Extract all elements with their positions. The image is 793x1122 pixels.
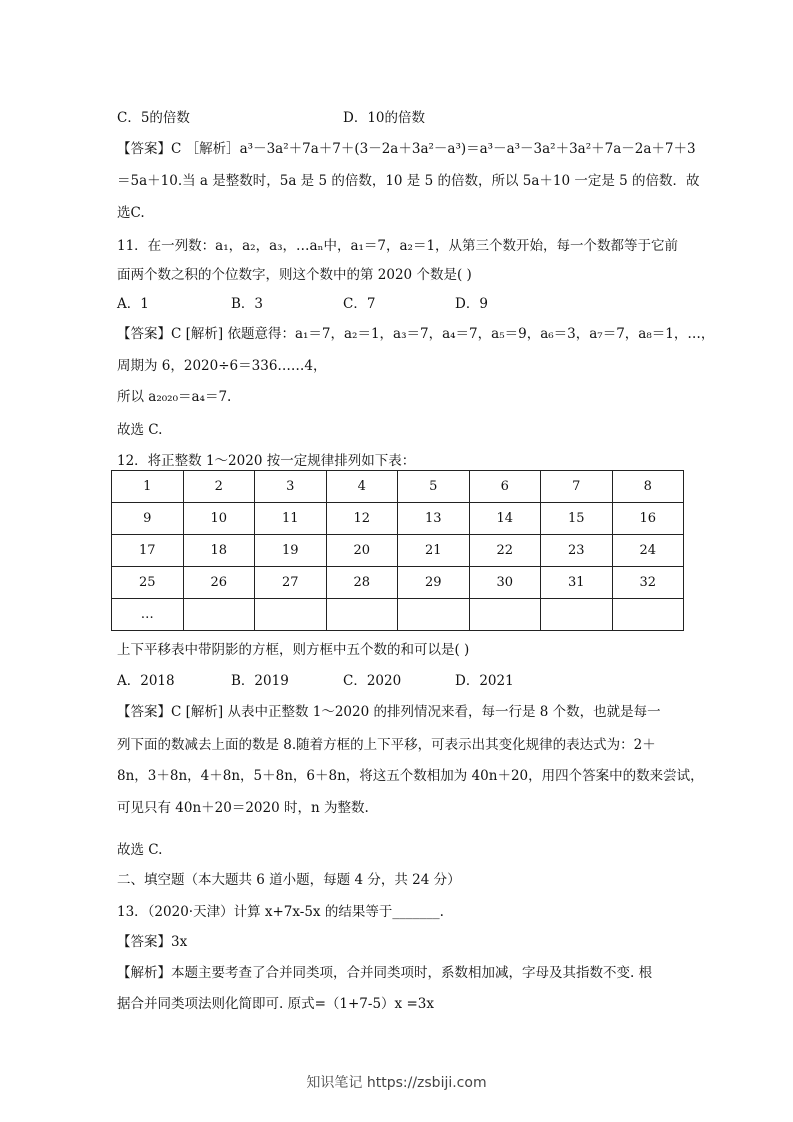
q13-answer: 【答案】3x (117, 934, 188, 950)
table-cell: 7 (541, 471, 613, 503)
q11-option-d: D．9 (455, 296, 488, 312)
table-row (112, 503, 684, 535)
table-cell: 20 (326, 535, 398, 567)
table-cell: 18 (183, 535, 255, 567)
table-cell (326, 599, 398, 631)
q12-option-b: B．2019 (231, 673, 289, 689)
q12-answer-line-1: 【答案】C [解析] 从表中正整数 1～2020 的排列情况来看，每一行是 8 个数，也就是每一 (117, 704, 661, 720)
q11-stem-line-1: 11．在一列数：a₁，a₂，a₃，…aₙ中，a₁＝7，a₂＝1，从第三个数开始，每一个数都等于它前 (117, 238, 679, 254)
table-cell: 32 (612, 567, 684, 599)
table-cell: 11 (255, 503, 327, 535)
table-cell: 23 (541, 535, 613, 567)
q11-answer-line-4: 故选 C. (117, 422, 163, 438)
table-cell: 8 (612, 471, 684, 503)
q11-answer-line-2: 周期为 6，2020÷6＝336……4， (117, 358, 327, 374)
table-cell: 16 (612, 503, 684, 535)
table-cell: 17 (112, 535, 184, 567)
q12-answer-line-4: 可见只有 40n＋20＝2020 时，n 为整数. (117, 800, 369, 816)
q10-answer-line-2: ＝5a＋10.当 a 是整数时，5a 是 5 的倍数，10 是 5 的倍数，所以 5a＋10 一定是 5 的倍数．故 (117, 173, 700, 189)
q12-option-d: D．2021 (455, 673, 514, 689)
q13-analysis-line-1: 【解析】本题主要考查了合并同类项，合并同类项时，系数相加减，字母及其指数不变. 根 (117, 965, 653, 981)
number-table (111, 470, 684, 631)
q12-answer-line-5: 故选 C. (117, 842, 163, 858)
q10-option-d: D．10的倍数 (343, 110, 426, 126)
table-cell: 27 (255, 567, 327, 599)
table-cell: 30 (469, 567, 541, 599)
table-cell: … (112, 599, 184, 631)
table-cell: 15 (541, 503, 613, 535)
q10-answer-line-1: 【答案】C ［解析］a³－3a²＋7a＋7＋(3－2a＋3a²－a³)＝a³－a³－3a²＋3a²＋7a－2a＋7＋3 (117, 141, 696, 157)
table-cell: 13 (398, 503, 470, 535)
q11-option-b: B．3 (231, 296, 264, 312)
table-cell (612, 599, 684, 631)
table-cell: 2 (183, 471, 255, 503)
q11-option-c: C．7 (343, 296, 376, 312)
table-cell: 22 (469, 535, 541, 567)
table-cell (255, 599, 327, 631)
table-row (112, 535, 684, 567)
footer-watermark: 知识笔记 https://zsbiji.com (306, 1075, 487, 1091)
table-cell (541, 599, 613, 631)
q12-question: 上下平移表中带阴影的方框，则方框中五个数的和可以是( ) (117, 642, 470, 658)
table-row (112, 599, 684, 631)
table-cell: 24 (612, 535, 684, 567)
table-cell: 9 (112, 503, 184, 535)
table-cell: 31 (541, 567, 613, 599)
q10-answer-line-3: 选C. (117, 205, 145, 221)
table-cell: 10 (183, 503, 255, 535)
q12-option-a: A．2018 (117, 673, 175, 689)
table-cell: 19 (255, 535, 327, 567)
q12-option-c: C．2020 (343, 673, 402, 689)
table-cell: 21 (398, 535, 470, 567)
q11-answer-line-1: 【答案】C [解析] 依题意得：a₁＝7，a₂＝1，a₃＝7，a₄＝7，a₅＝9，a₆＝3，a₇＝7，a₈＝1，…， (117, 326, 715, 342)
table-cell (398, 599, 470, 631)
table-cell: 5 (398, 471, 470, 503)
table-cell: 12 (326, 503, 398, 535)
table-row (112, 567, 684, 599)
q11-option-a: A．1 (117, 296, 149, 312)
table-cell: 4 (326, 471, 398, 503)
table-cell: 14 (469, 503, 541, 535)
q10-option-c: C．5的倍数 (117, 110, 190, 126)
table-cell (183, 599, 255, 631)
q12-answer-line-3: 8n，3＋8n，4＋8n，5＋8n，6＋8n，将这五个数相加为 40n＋20，用四个答案中的数来尝试， (117, 768, 704, 784)
q11-stem-line-2: 面两个数之积的个位数字，则这个数中的第 2020 个数是( ) (117, 267, 472, 283)
table-cell: 28 (326, 567, 398, 599)
q11-answer-line-3: 所以 a₂₀₂₀＝a₄＝7. (117, 389, 232, 405)
q13-analysis-line-2: 据合并同类项法则化简即可. 原式=（1+7-5）x =3x (117, 996, 434, 1012)
table-cell: 29 (398, 567, 470, 599)
table-cell: 1 (112, 471, 184, 503)
table-row (112, 471, 684, 503)
table-cell (469, 599, 541, 631)
table-cell: 25 (112, 567, 184, 599)
q12-stem: 12．将正整数 1～2020 按一定规律排列如下表： (117, 453, 416, 469)
section-heading: 二、填空题（本大题共 6 道小题，每题 4 分，共 24 分） (117, 872, 461, 888)
q13-stem: 13．（2020·天津）计算 x+7x-5x 的结果等于_______. (117, 904, 444, 920)
table-cell: 26 (183, 567, 255, 599)
table-cell: 6 (469, 471, 541, 503)
table-cell: 3 (255, 471, 327, 503)
q12-answer-line-2: 列下面的数减去上面的数是 8.随着方框的上下平移，可表示出其变化规律的表达式为：2＋ (117, 737, 656, 753)
